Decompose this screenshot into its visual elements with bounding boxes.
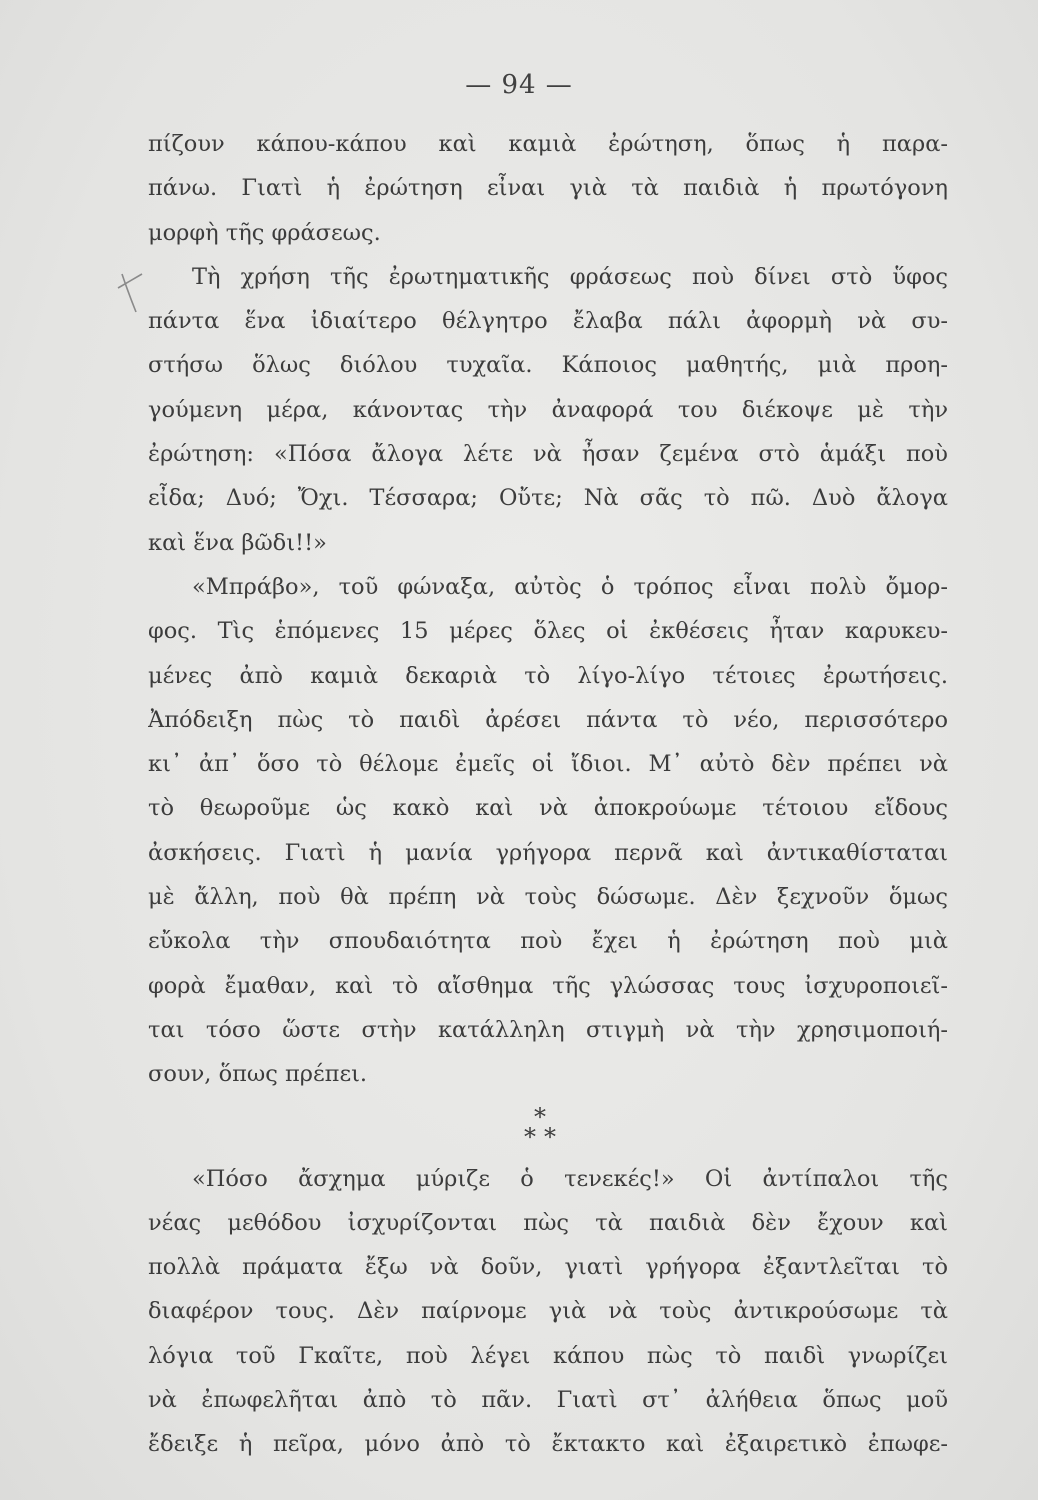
text-line: διαφέρον τους. Δὲν παίρνομε γιὰ νὰ τοὺς ἀντικρούσωμε τὰ	[148, 1298, 948, 1325]
asterism-star: *	[534, 1102, 546, 1131]
text-line: πολλὰ πράματα ἔξω νὰ δοῦν, γιατὶ γρήγορα ἐξαντλεῖται τὸ	[148, 1254, 948, 1281]
text-line: κι᾽ ἀπ᾽ ὅσο τὸ θέλομε ἐμεῖς οἱ ἴδιοι. Μ᾽ αὐτὸ δὲν πρέπει νὰ	[148, 751, 948, 778]
text-line: ἀσκήσεις. Γιατὶ ἡ μανία γρήγορα περνᾶ καὶ ἀντικαθίσταται	[148, 839, 948, 866]
text-line: νέας μεθόδου ἰσχυρίζονται πὼς τὰ παιδιὰ δὲν ἔχουν καὶ	[148, 1209, 948, 1236]
pencil-cross-mark	[112, 266, 148, 316]
body-text	[148, 122, 948, 1467]
text-line: ἐρώτηση: «Πόσα ἄλογα λέτε νὰ ἦσαν ζεμένα στὸ ἁμάξι ποὺ	[148, 441, 948, 468]
text-line: Ἀπόδειξη πὼς τὸ παιδὶ ἀρέσει πάντα τὸ νέο, περισσότερο	[148, 706, 948, 733]
section-asterism	[148, 1097, 948, 1157]
text-line: ἔδειξε ἡ πεῖρα, μόνο ἀπὸ τὸ ἔκτακτο καὶ ἐξαιρετικὸ ἐπωφε-	[148, 1431, 948, 1458]
text-line: «Μπράβο», τοῦ φώναξα, αὐτὸς ὁ τρόπος εἶναι πολὺ ὄμορ-	[192, 573, 948, 600]
text-line: μορφὴ τῆς φράσεως.	[148, 219, 381, 246]
text-line: εἶδα; Δυό; Ὄχι. Τέσσαρα; Οὔτε; Νὰ σᾶς τὸ πῶ. Δυὸ ἄλογα	[148, 485, 948, 512]
text-line: νὰ ἐπωφελῆται ἀπὸ τὸ πᾶν. Γιατὶ στ᾽ ἀλήθεια ὅπως μοῦ	[148, 1387, 948, 1414]
text-line: πίζουν κάπου-κάπου καὶ καμιὰ ἐρώτηση, ὅπως ἡ παρα-	[148, 131, 948, 157]
text-line: πάντα ἕνα ἰδιαίτερο θέλγητρο ἔλαβα πάλι ἀφορμὴ νὰ συ-	[148, 308, 948, 335]
text-line: λόγια τοῦ Γκαῖτε, ποὺ λέγει κάπου πὼς τὸ παιδὶ γνωρίζει	[148, 1342, 948, 1369]
asterism-star: *	[544, 1122, 556, 1151]
text-line: Τὴ χρήση τῆς ἐρωτηματικῆς φράσεως ποὺ δίνει στὸ ὕφος	[192, 263, 948, 290]
text-line: μὲ ἄλλη, ποὺ θὰ πρέπη νὰ τοὺς δώσωμε. Δὲν ξεχνοῦν ὅμως	[148, 884, 948, 911]
text-line: γούμενη μέρα, κάνοντας τὴν ἀναφορά του διέκοψε μὲ τὴν	[148, 396, 948, 423]
text-line: ται τόσο ὥστε στὴν κατάλληλη στιγμὴ νὰ τὴν χρησιμοποιή-	[148, 1016, 948, 1043]
text-line: εὔκολα τὴν σπουδαιότητα ποὺ ἔχει ἡ ἐρώτηση ποὺ μιὰ	[148, 928, 948, 955]
text-line: μένες ἀπὸ καμιὰ δεκαριὰ τὸ λίγο-λίγο τέτοιες ἐρωτήσεις.	[148, 662, 948, 689]
text-line: στήσω ὅλως διόλου τυχαῖα. Κάποιος μαθητής, μιὰ προη-	[148, 352, 948, 379]
text-line: φορὰ ἔμαθαν, καὶ τὸ αἴσθημα τῆς γλώσσας τους ἰσχυροποιεῖ-	[148, 972, 948, 999]
asterism-star: *	[524, 1122, 536, 1151]
text-line: τὸ θεωροῦμε ὡς κακὸ καὶ νὰ ἀποκρούωμε τέτοιου εἴδους	[148, 795, 948, 822]
text-line: πάνω. Γιατὶ ἡ ἐρώτηση εἶναι γιὰ τὰ παιδιὰ ἡ πρωτόγονη	[148, 175, 948, 202]
text-line: «Πόσο ἄσχημα μύριζε ὁ τενεκές!» Οἱ ἀντίπαλοι τῆς	[192, 1165, 948, 1192]
text-line: σουν, ὅπως πρέπει.	[148, 1061, 368, 1088]
text-line: καὶ ἕνα βῶδι!!»	[148, 529, 327, 556]
page-number: — 94 —	[465, 70, 573, 100]
text-line: φος. Τὶς ἑπόμενες 15 μέρες ὅλες οἱ ἐκθέσεις ἦταν καρυκευ-	[148, 618, 948, 645]
